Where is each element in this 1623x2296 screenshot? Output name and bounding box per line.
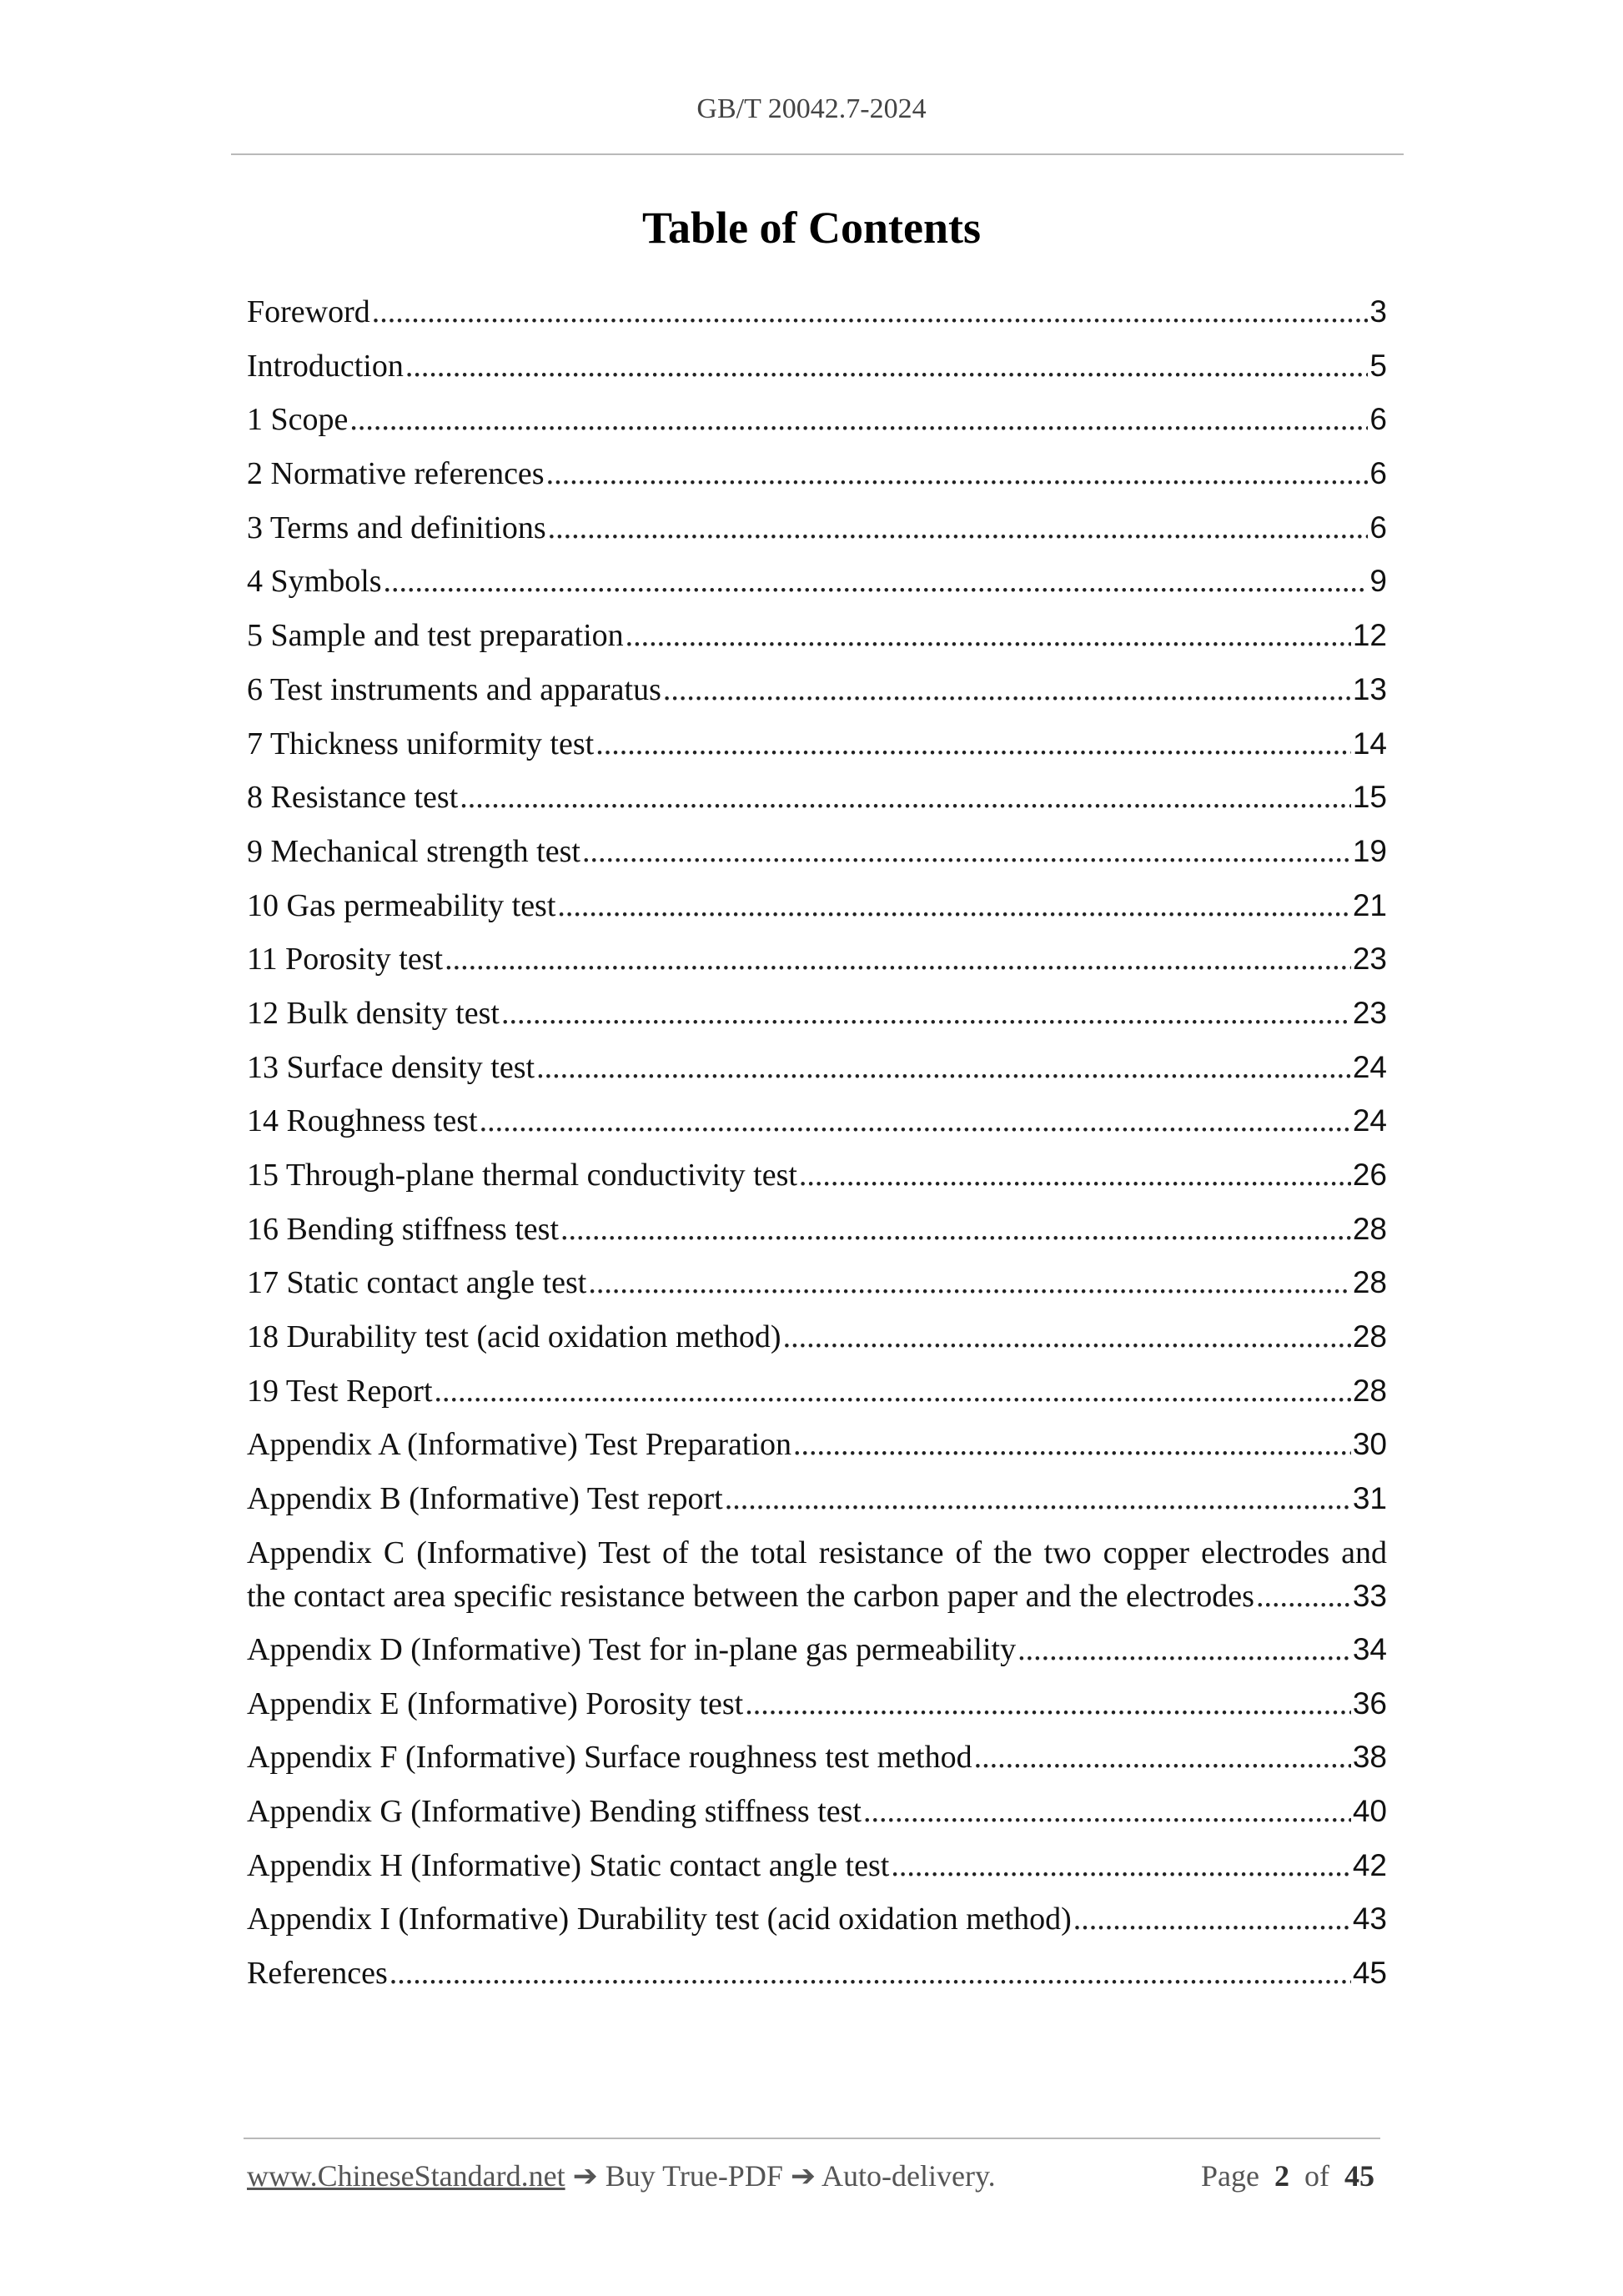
toc-entry-label: 14 Roughness test (247, 1103, 478, 1139)
dot-leader (546, 447, 1369, 501)
dot-leader (460, 771, 1351, 825)
toc-entry-page: 23 (1352, 942, 1387, 977)
toc-entry[interactable] (247, 555, 1387, 609)
toc-entry[interactable] (247, 987, 1387, 1041)
toc-entry[interactable] (247, 1785, 1387, 1839)
of-word: of (1304, 2159, 1329, 2193)
toc-entry-page: 23 (1352, 995, 1387, 1030)
toc-entry-page: 28 (1352, 1211, 1387, 1246)
toc-entry-page: 45 (1352, 1955, 1387, 1990)
toc-entry-label: 11 Porosity test (247, 942, 444, 977)
dot-leader (626, 609, 1351, 663)
toc-entry[interactable] (247, 339, 1387, 394)
dot-leader (783, 1310, 1351, 1364)
toc-entry[interactable] (247, 825, 1387, 879)
toc-entry-label: Appendix A (Informative) Test Preparation (247, 1427, 792, 1463)
toc-entry[interactable] (247, 1418, 1387, 1472)
toc-entry-page: 12 (1352, 618, 1387, 653)
toc-entry[interactable] (247, 285, 1387, 339)
toc-entry-label: Appendix D (Informative) Test for in-plane gas permeability (247, 1631, 1017, 1667)
toc-entry-page: 6 (1369, 456, 1387, 491)
toc-entry[interactable] (247, 1731, 1387, 1785)
dot-leader (557, 879, 1350, 933)
toc-entry[interactable] (247, 932, 1387, 987)
total-page-number: 45 (1344, 2159, 1374, 2193)
toc-entry-page: 40 (1352, 1793, 1387, 1828)
toc-entry-page: 43 (1352, 1902, 1387, 1937)
toc-entry[interactable] (247, 879, 1387, 933)
site-link[interactable]: www.ChineseStandard.net (247, 2159, 565, 2193)
document-header (0, 93, 1623, 125)
toc-entry-label: 4 Symbols (247, 564, 382, 600)
toc-entry-page: 21 (1352, 887, 1387, 922)
dot-leader (349, 393, 1368, 447)
toc-entry-label: 5 Sample and test preparation (247, 618, 624, 654)
dot-leader (799, 1148, 1351, 1203)
toc-entry[interactable] (247, 393, 1387, 447)
toc-entry[interactable] (247, 1310, 1387, 1364)
toc-entry-page: 28 (1352, 1265, 1387, 1300)
toc-entry-label: 3 Terms and definitions (247, 510, 546, 545)
toc-entry[interactable] (247, 1839, 1387, 1893)
toc-entry[interactable] (247, 1472, 1387, 1526)
toc-entry-page: 6 (1369, 510, 1387, 545)
toc-entry-page: 33 (1352, 1578, 1387, 1613)
arrow-icon: ➔ (790, 2159, 817, 2193)
dot-leader (384, 555, 1369, 609)
toc-entry-label: Appendix I (Informative) Durability test (acid oxidation method) (247, 1902, 1072, 1937)
dot-leader (974, 1731, 1351, 1785)
header-divider (231, 153, 1404, 155)
dot-leader (480, 1094, 1351, 1148)
document-code: GB/T 20042.7-2024 (696, 93, 927, 124)
toc-entry[interactable] (247, 1623, 1387, 1677)
toc-entry-page: 3 (1369, 294, 1387, 329)
dot-leader (501, 987, 1351, 1041)
toc-entry-label: Appendix G (Informative) Bending stiffness test (247, 1793, 862, 1829)
delivery-text: Auto-delivery. (822, 2159, 996, 2193)
toc-entry[interactable] (247, 663, 1387, 717)
dot-leader (582, 825, 1351, 879)
toc-entry-label: Appendix E (Informative) Porosity test (247, 1686, 744, 1721)
page-indicator (1201, 2158, 1374, 2193)
toc-entry-label: 13 Surface density test (247, 1049, 535, 1085)
toc-entry-page: 13 (1352, 671, 1387, 706)
dot-leader (588, 1256, 1351, 1310)
dot-leader (536, 1041, 1351, 1095)
toc-entry-page: 42 (1352, 1847, 1387, 1882)
dot-leader (405, 339, 1369, 394)
toc-entry-page: 5 (1369, 348, 1387, 383)
table-of-contents (247, 285, 1387, 2001)
toc-entry-page: 19 (1352, 833, 1387, 868)
toc-entry[interactable] (247, 1892, 1387, 1947)
toc-entry-page: 30 (1352, 1427, 1387, 1462)
toc-entry-page: 26 (1352, 1158, 1387, 1192)
toc-entry-label: Appendix H (Informative) Static contact angle test (247, 1847, 890, 1883)
toc-entry[interactable] (247, 1094, 1387, 1148)
dot-leader (725, 1472, 1351, 1526)
toc-entry-page: 6 (1369, 402, 1387, 437)
dot-leader (1073, 1892, 1351, 1947)
toc-entry-page: 28 (1352, 1373, 1387, 1408)
toc-entry-page: 24 (1352, 1049, 1387, 1084)
toc-entry-label: Appendix C (Informative) Test of the total resistance of the two copper electrodes and (247, 1535, 1387, 1570)
toc-entry-page: 14 (1352, 726, 1387, 761)
dot-leader (1018, 1623, 1351, 1677)
dot-leader (595, 717, 1351, 771)
toc-entry[interactable] (247, 1203, 1387, 1257)
toc-entry[interactable] (247, 1677, 1387, 1731)
toc-entry[interactable] (247, 447, 1387, 501)
toc-entry-label: 9 Mechanical strength test (247, 833, 580, 869)
dot-leader (548, 501, 1369, 555)
toc-entry[interactable] (247, 609, 1387, 663)
toc-entry-label: Appendix B (Informative) Test report (247, 1481, 723, 1517)
toc-entry-label: Foreword (247, 294, 370, 329)
dot-leader (560, 1203, 1351, 1257)
toc-entry-label: 1 Scope (247, 402, 349, 438)
page-word: Page (1201, 2159, 1259, 2193)
toc-entry-label: 2 Normative references (247, 456, 545, 492)
toc-entry-label: the contact area specific resistance between the carbon paper and the electrodes (247, 1578, 1254, 1614)
toc-entry-page: 34 (1352, 1631, 1387, 1666)
toc-entry-label: 17 Static contact angle test (247, 1265, 587, 1301)
current-page-number: 2 (1274, 2159, 1289, 2193)
dot-leader (663, 663, 1351, 717)
page-title: Table of Contents (641, 203, 982, 253)
toc-entry[interactable] (247, 1148, 1387, 1203)
toc-entry-page: 36 (1352, 1686, 1387, 1721)
dot-leader (372, 285, 1369, 339)
toc-entry-label: 15 Through-plane thermal conductivity test (247, 1158, 797, 1193)
toc-entry-label: 16 Bending stiffness test (247, 1211, 560, 1247)
toc-entry-page: 24 (1352, 1103, 1387, 1138)
footer-divider (244, 2138, 1380, 2139)
toc-entry[interactable] (247, 1364, 1387, 1419)
toc-entry-label: 6 Test instruments and apparatus (247, 671, 661, 707)
toc-entry-page: 38 (1352, 1740, 1387, 1775)
dot-leader (1256, 1575, 1351, 1618)
arrow-icon: ➔ (572, 2159, 598, 2193)
toc-entry-label: 8 Resistance test (247, 780, 459, 816)
toc-entry-label: 12 Bulk density test (247, 995, 500, 1031)
toc-entry-page: 9 (1369, 564, 1387, 599)
dot-leader (793, 1418, 1351, 1472)
dot-leader (389, 1947, 1351, 2001)
dot-leader (891, 1839, 1351, 1893)
buy-text: Buy True-PDF (605, 2159, 783, 2193)
dot-leader (745, 1677, 1351, 1731)
toc-entry-label: 19 Test Report (247, 1373, 433, 1409)
dot-leader (445, 932, 1351, 987)
toc-entry-label: References (247, 1955, 388, 1991)
toc-entry[interactable] (247, 1256, 1387, 1310)
toc-entry-page: 28 (1352, 1319, 1387, 1354)
toc-entry-page: 31 (1352, 1481, 1387, 1516)
toc-entry-label: Appendix F (Informative) Surface roughness test method (247, 1740, 972, 1776)
dot-leader (863, 1785, 1351, 1839)
toc-entry-label: Introduction (247, 348, 404, 384)
toc-entry-label: 7 Thickness uniformity test (247, 726, 595, 761)
toc-entry[interactable] (247, 1947, 1387, 2001)
footer-promo (247, 2158, 996, 2193)
toc-entry[interactable] (247, 501, 1387, 555)
toc-entry[interactable] (247, 771, 1387, 825)
toc-entry[interactable] (247, 1526, 1387, 1623)
toc-entry[interactable] (247, 1041, 1387, 1095)
toc-entry-label: 10 Gas permeability test (247, 887, 556, 923)
toc-entry[interactable] (247, 717, 1387, 771)
toc-entry-label: 18 Durability test (acid oxidation method) (247, 1319, 781, 1355)
dot-leader (435, 1364, 1351, 1419)
toc-entry-page: 15 (1352, 780, 1387, 815)
